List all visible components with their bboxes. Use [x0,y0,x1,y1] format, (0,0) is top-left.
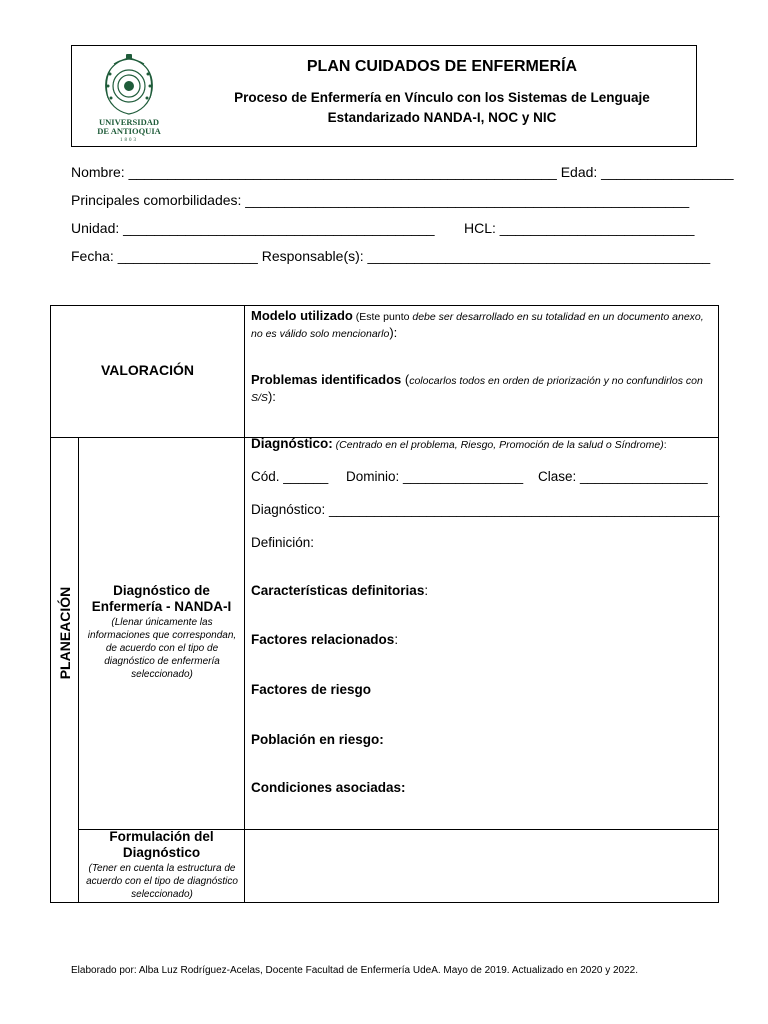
hcl-field[interactable]: HCL: _________________________ [464,220,695,236]
condiciones-asociadas-field[interactable]: Condiciones asociadas: [251,780,406,795]
caracteristicas-field[interactable] [251,583,428,598]
subtitle-line1: Proceso de Enfermería en Vínculo con los Sistemas de Lenguaje [234,90,650,105]
subtitle-line2: Estandarizado NANDA-I, NOC y NIC [327,110,557,125]
comorbilidades-field[interactable]: Principales comorbilidades: _________________________________________________________ [71,192,690,208]
caracteristicas-label: Características definitorias [251,583,425,598]
factores-relacionados-colon: : [394,632,399,647]
formulacion-title: Formulación del Diagnóstico [109,829,214,860]
planeacion-cell [51,437,78,829]
caracteristicas-colon: : [424,583,429,598]
modelo-note-close: ): [389,325,398,340]
nanda-note: (Llenar únicamente las informaciones que correspondan, de acuerdo con el tipo de diagnóstico de enfermería seleccionado) [87,617,237,680]
problemas-label: Problemas identificados [251,372,402,387]
dominio-field[interactable]: Dominio: ________________ [346,469,524,484]
factores-relacionados-label: Factores relacionados [251,632,395,647]
logo-text-line1: UNIVERSIDAD [99,117,159,127]
logo-text-line2: DE ANTIOQUIA [97,126,161,136]
valoracion-label: VALORACIÓN [100,362,195,378]
formulacion-note: (Tener en cuenta la estructura de acuerdo con el tipo de diagnóstico seleccionado) [86,863,238,900]
definicion-field[interactable]: Definición: [251,535,315,550]
diagnostico-field[interactable]: Diagnóstico: ____________________________________________________ [251,502,720,517]
university-logo [90,52,168,142]
document-header [71,45,697,147]
page-title: PLAN CUIDADOS DE ENFERMERÍA [306,58,578,75]
problemas-identificados[interactable] [251,372,713,406]
cod-field[interactable]: Cód. ______ [251,469,329,484]
diagnostico-type-note-end: : [663,439,667,451]
problemas-note: colocarlos todos en orden de priorización y no confundirlos con S/S [251,375,703,404]
nanda-title: Diagnóstico de Enfermería - NANDA-I [91,583,232,614]
problemas-close: ): [267,389,276,404]
logo-year: 1803 [120,138,138,142]
clase-field[interactable]: Clase: _________________ [538,469,708,484]
factores-riesgo-field[interactable]: Factores de riesgo [251,682,372,697]
page-subtitle [202,88,682,128]
diagnostico-label: Diagnóstico: [251,436,333,451]
formulacion-input-cell[interactable] [245,830,718,903]
column-divider [244,306,245,903]
care-plan-table [50,305,719,903]
factores-relacionados-field[interactable] [251,632,398,647]
footer-credit: Elaborado por: Alba Luz Rodríguez-Acelas, Docente Facultad de Enfermería UdeA. Mayo de 2019. Actualizado en 2020 y 2022. [71,965,639,976]
modelo-note: debe ser desarrollado en su totalidad en un documento anexo, no es válido solo mencionarlo [251,311,704,340]
poblacion-riesgo-field[interactable]: Población en riesgo: [251,732,384,747]
unidad-field[interactable]: Unidad: ________________________________________ [71,220,435,236]
diagnostico-type [251,436,667,451]
planeacion-label: PLANEACIÓN [56,586,73,680]
nombre-edad-field[interactable]: Nombre: _______________________________________________________ Edad: _________________ [71,164,734,180]
diagnostico-type-note: (Centrado en el problema, Riesgo, Promoción de la salud o Síndrome) [332,439,664,451]
modelo-label: Modelo utilizado [251,308,353,323]
fecha-responsable-field[interactable]: Fecha: __________________ Responsable(s): ____________________________________________ [71,248,711,264]
problemas-open: ( [401,372,410,387]
modelo-note-open: (Este punto [352,311,413,323]
modelo-utilizado[interactable] [251,308,713,342]
